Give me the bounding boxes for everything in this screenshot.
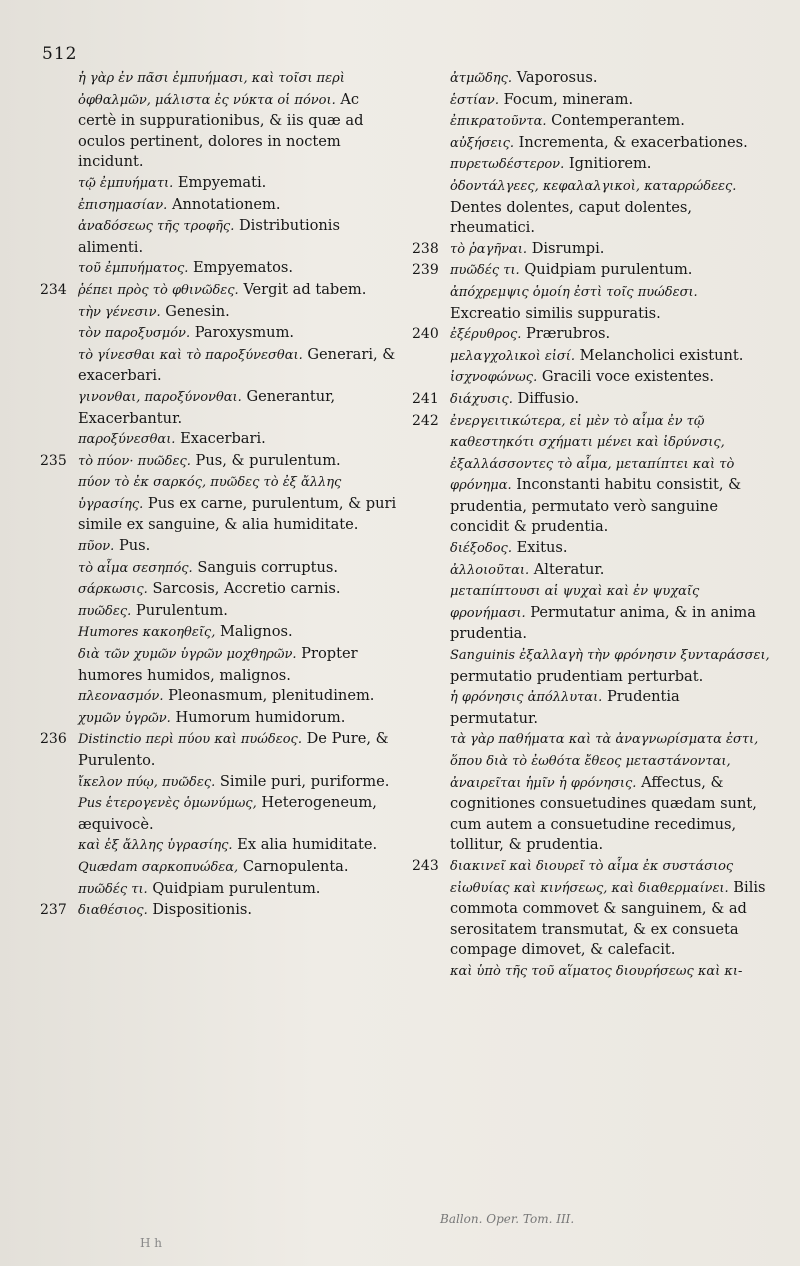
latin-translation: Focum, mineram. bbox=[503, 90, 634, 108]
latin-translation: Diffusio. bbox=[517, 389, 579, 407]
latin-translation: Disrumpi. bbox=[531, 239, 605, 257]
greek-lemma: γινονθαι, παροξύνονθαι. bbox=[78, 389, 242, 405]
commentary-entry bbox=[40, 879, 400, 901]
commentary-entry bbox=[412, 645, 772, 687]
greek-lemma: ἀναδόσεως τῆς τροφῆς. bbox=[78, 219, 235, 235]
latin-translation: Propter humores humidos, malignos. bbox=[78, 645, 358, 684]
greek-lemma: διακινεῖ καὶ διουρεῖ τὸ αἷμα ἐκ συστάσιος εἰωθυίας καὶ κινήσεως, καὶ διαθερμαίνει. bbox=[450, 858, 734, 896]
commentary-entry bbox=[40, 729, 400, 771]
latin-translation: Distributionis alimenti. bbox=[78, 217, 340, 256]
latin-translation: Pus, & purulentum. bbox=[195, 451, 341, 469]
commentary-entry bbox=[40, 686, 400, 708]
greek-lemma: ἑστίαν. bbox=[450, 92, 499, 108]
commentary-entry bbox=[40, 644, 400, 686]
entry-number: 241 bbox=[412, 390, 439, 407]
latin-translation: Sarcosis, Accretio carnis. bbox=[152, 580, 341, 598]
latin-translation: Dentes dolentes, caput dolentes, rheumatici. bbox=[450, 198, 693, 237]
commentary-entry bbox=[40, 536, 400, 558]
latin-translation: Bilis commota commovet & sanguinem, & ad serositatem transmutat, & ex consueta compage dimovet, & calefacit. bbox=[450, 878, 766, 959]
latin-translation: Pleonasmum, plenitudinem. bbox=[168, 687, 375, 705]
greek-lemma: παροξύνεσθαι. bbox=[78, 432, 176, 448]
latin-translation: Paroxysmum. bbox=[194, 324, 295, 342]
commentary-entry bbox=[40, 323, 400, 345]
greek-lemma: χυμῶν ὑγρῶν. bbox=[78, 710, 171, 726]
latin-translation: Empyemati. bbox=[177, 173, 267, 191]
commentary-entry bbox=[40, 387, 400, 429]
latin-translation: Excreatio similis suppuratis. bbox=[450, 304, 661, 322]
latin-translation: Vaporosus. bbox=[516, 69, 598, 86]
commentary-entry bbox=[40, 451, 400, 473]
commentary-entry bbox=[40, 258, 400, 280]
latin-translation: Incrementa, & exacerbationes. bbox=[518, 133, 748, 151]
commentary-entry bbox=[412, 346, 772, 368]
latin-translation: Empyematos. bbox=[193, 259, 294, 277]
commentary-entry bbox=[412, 282, 772, 324]
commentary-entry bbox=[412, 729, 772, 856]
entry-number: 234 bbox=[40, 281, 67, 298]
greek-lemma: καὶ ἐξ ἄλλης ὑγρασίης. bbox=[78, 838, 233, 854]
greek-lemma: τὸ γίνεσθαι καὶ τὸ παροξύνεσθαι. bbox=[78, 347, 303, 363]
commentary-entry bbox=[40, 579, 400, 601]
latin-translation: Humorum humidorum. bbox=[175, 708, 346, 726]
latin-translation: Prærubros. bbox=[526, 325, 611, 343]
latin-translation: Alteratur. bbox=[533, 560, 605, 578]
footer-signature: Ballon. Oper. Tom. III. bbox=[440, 1212, 575, 1226]
latin-translation: Permutatur anima, & in anima prudentia. bbox=[450, 603, 756, 643]
greek-lemma: Pus ἑτερογενὲς ὁμωνύμως, bbox=[78, 796, 257, 812]
page-number: 512 bbox=[42, 44, 78, 64]
right-column bbox=[412, 68, 772, 983]
greek-lemma: πυρετωδέστερον. bbox=[450, 157, 565, 173]
latin-translation: Heterogeneum, æquivocè. bbox=[78, 794, 377, 833]
latin-translation: Generari, & exacerbari. bbox=[78, 345, 396, 385]
greek-lemma: τὸν παροξυσμόν. bbox=[78, 326, 191, 342]
greek-lemma: ἴκελον πύῳ, πυῶδες. bbox=[78, 774, 216, 790]
greek-lemma: τὰ γὰρ παθήματα καὶ τὰ ἀναγνωρίσματα ἐστι, ὅπου διὰ τὸ ἐωθότα ἔθεος μεταστάνονται, ἀναιρεῖται ἡμῖν ἡ φρόνησις. bbox=[450, 732, 759, 791]
commentary-entry bbox=[40, 558, 400, 580]
latin-translation: De Pure, & Purulento. bbox=[78, 730, 389, 769]
latin-translation: Malignos. bbox=[219, 623, 293, 641]
greek-lemma: ὀδοντάλγεες, κεφαλαλγικοὶ, καταρρώδεες. bbox=[450, 178, 737, 194]
greek-lemma: ἡ φρόνησις ἀπόλλυται. bbox=[450, 690, 603, 706]
greek-lemma: ἀλλοιοῦται. bbox=[450, 562, 530, 578]
greek-lemma: αὐξήσεις. bbox=[450, 135, 514, 151]
latin-translation: Affectus, & cognitiones consuetudines quædam sunt, cum autem a consuetudine recedimus, tollitur, & prudentia. bbox=[450, 773, 757, 854]
commentary-entry bbox=[412, 411, 772, 539]
greek-lemma: πῦον. bbox=[78, 539, 115, 555]
latin-translation: Prudentia permutatur. bbox=[450, 688, 680, 727]
greek-lemma: τὴν γένεσιν. bbox=[78, 304, 161, 320]
commentary-entry bbox=[412, 90, 772, 112]
commentary-entry bbox=[40, 472, 400, 536]
commentary-entry bbox=[412, 560, 772, 582]
latin-translation: Contemperantem. bbox=[551, 112, 685, 130]
greek-lemma: ἐπικρατοῦντα. bbox=[450, 114, 547, 130]
commentary-entry bbox=[412, 687, 772, 729]
commentary-entry bbox=[40, 345, 400, 387]
commentary-entry bbox=[412, 239, 772, 261]
greek-lemma: μελαγχολικοὶ εἰσί. bbox=[450, 348, 576, 364]
entry-number: 235 bbox=[40, 452, 67, 469]
commentary-entry bbox=[412, 367, 772, 389]
entry-number: 237 bbox=[40, 902, 67, 919]
entry-number: 238 bbox=[412, 240, 439, 257]
commentary-entry bbox=[40, 68, 400, 173]
commentary-entry bbox=[40, 793, 400, 835]
latin-translation: Pus ex carne, purulentum, & puri simile ex sanguine, & alia humiditate. bbox=[78, 494, 397, 534]
latin-translation: Melancholici existunt. bbox=[579, 346, 744, 364]
commentary-entry bbox=[412, 961, 772, 983]
greek-lemma: τὸ αἷμα σεσηπός. bbox=[78, 560, 193, 576]
latin-translation: Exitus. bbox=[516, 539, 568, 557]
commentary-entry bbox=[40, 708, 400, 730]
greek-lemma: Humores κακοηθεῖς, bbox=[78, 625, 216, 641]
latin-translation: Purulentum. bbox=[135, 601, 228, 619]
latin-translation: Inconstanti habitu consistit, & prudentia, permutato verò sanguine concidit & prudentia. bbox=[450, 476, 742, 536]
latin-translation: Carnopulenta. bbox=[242, 857, 349, 875]
commentary-entry bbox=[40, 622, 400, 644]
commentary-entry bbox=[412, 856, 772, 961]
greek-lemma: πύον τὸ ἐκ σαρκός, πυῶδες τὸ ἐξ ἄλλης ὑγρασίης. bbox=[78, 475, 342, 512]
commentary-entry bbox=[40, 195, 400, 217]
greek-lemma: ἀτμῶδης. bbox=[450, 71, 513, 86]
commentary-entry bbox=[40, 173, 400, 195]
commentary-entry bbox=[412, 133, 772, 155]
latin-translation: Quidpiam purulentum. bbox=[524, 261, 693, 279]
commentary-entry bbox=[40, 835, 400, 857]
commentary-entry bbox=[412, 260, 772, 282]
greek-lemma: Distinctio περὶ πύου καὶ πυώδεος. bbox=[78, 732, 302, 748]
latin-translation: Ignitiorem. bbox=[568, 155, 652, 173]
greek-lemma: πυῶδές τι. bbox=[450, 263, 520, 279]
greek-lemma: διὰ τῶν χυμῶν ὑγρῶν μοχθηρῶν. bbox=[78, 647, 297, 663]
greek-lemma: πυῶδές τι. bbox=[78, 881, 148, 897]
latin-translation: permutatio prudentiam perturbat. bbox=[450, 667, 704, 685]
latin-translation: Annotationem. bbox=[171, 195, 281, 213]
greek-lemma: διέξοδος. bbox=[450, 541, 512, 557]
latin-translation: Ex alia humiditate. bbox=[237, 836, 378, 854]
latin-translation: Dispositionis. bbox=[152, 901, 253, 919]
commentary-entry bbox=[412, 176, 772, 239]
latin-translation: Genesin. bbox=[165, 302, 230, 320]
left-column bbox=[40, 68, 400, 922]
latin-translation: Generantur, Exacerbantur. bbox=[78, 387, 336, 427]
greek-lemma: τὸ πύον· πυῶδες. bbox=[78, 453, 191, 469]
greek-lemma: ἐνεργειτικώτερα, εἰ μὲν τὸ αἷμα ἐν τῷ καθεστηκότι σχήματι μένει καὶ ἰδρύνσις, ἐξαλλάσσοντες τὸ αἷμα, μεταπίπτει καὶ τὸ φρόνημα. bbox=[450, 413, 735, 494]
commentary-entry bbox=[412, 581, 772, 645]
greek-lemma: πλεονασμόν. bbox=[78, 689, 164, 705]
latin-translation: Quidpiam purulentum. bbox=[152, 879, 321, 897]
entry-number: 243 bbox=[412, 857, 439, 874]
latin-translation: Pus. bbox=[118, 537, 151, 555]
greek-lemma: πυῶδες. bbox=[78, 603, 132, 619]
commentary-entry bbox=[412, 154, 772, 176]
greek-lemma: τὸ ῥαγῆναι. bbox=[450, 241, 528, 257]
greek-lemma: ἰσχνοφώνως. bbox=[450, 370, 538, 386]
latin-translation: Exacerbari. bbox=[180, 430, 266, 448]
greek-lemma: διαθέσιος. bbox=[78, 903, 148, 919]
commentary-entry bbox=[412, 68, 772, 90]
latin-translation: Sanguis corruptus. bbox=[197, 558, 339, 576]
commentary-entry bbox=[412, 111, 772, 133]
commentary-entry bbox=[40, 302, 400, 324]
entry-number: 242 bbox=[412, 412, 439, 429]
entry-number: 239 bbox=[412, 262, 439, 279]
commentary-entry bbox=[40, 601, 400, 623]
greek-lemma: σάρκωσις. bbox=[78, 582, 148, 598]
greek-lemma: μεταπίπτουσι αἱ ψυχαὶ καὶ ἐν ψυχαῖς φρονήμασι. bbox=[450, 584, 700, 621]
greek-lemma: Quædam σαρκοπυώδεα, bbox=[78, 859, 239, 875]
commentary-entry bbox=[40, 857, 400, 879]
latin-translation: Ac certè in suppurationibus, & iis quæ ad oculos pertinent, dolores in noctem incidunt. bbox=[78, 90, 364, 171]
commentary-entry bbox=[40, 900, 400, 922]
greek-lemma: ἐπισημασίαν. bbox=[78, 197, 168, 213]
greek-lemma: τῷ ἐμπυήματι. bbox=[78, 175, 174, 191]
greek-lemma: ἐξέρυθρος. bbox=[450, 327, 522, 343]
latin-translation: Gracili voce existentes. bbox=[541, 368, 715, 386]
commentary-entry bbox=[412, 538, 772, 560]
greek-lemma: καὶ ὑπὸ τῆς τοῦ αἵματος διουρήσεως καὶ κι- bbox=[450, 963, 743, 979]
commentary-entry bbox=[40, 772, 400, 794]
greek-lemma: διάχυσις. bbox=[450, 391, 513, 407]
entry-number: 240 bbox=[412, 326, 439, 343]
commentary-entry bbox=[40, 280, 400, 302]
commentary-entry bbox=[40, 429, 400, 451]
greek-lemma: τοῦ ἐμπυήματος. bbox=[78, 261, 189, 277]
entry-number: 236 bbox=[40, 731, 67, 748]
commentary-entry bbox=[412, 324, 772, 346]
commentary-entry bbox=[412, 389, 772, 411]
greek-lemma: ῥέπει πρὸς τὸ φθινῶδες. bbox=[78, 282, 239, 298]
footer-mark: H h bbox=[140, 1236, 163, 1250]
greek-lemma: ἡ γὰρ ἐν πᾶσι ἐμπυήμασι, καὶ τοῖσι περὶ ὀφθαλμῶν, μάλιστα ἐς νύκτα οἱ πόνοι. bbox=[78, 71, 345, 108]
greek-lemma: ἀπόχρεμψις ὁμοίη ἐστὶ τοῖς πυώδεσι. bbox=[450, 284, 698, 300]
latin-translation: Simile puri, puriforme. bbox=[219, 772, 390, 790]
latin-translation: Vergit ad tabem. bbox=[243, 280, 367, 298]
commentary-entry bbox=[40, 216, 400, 258]
greek-lemma: Sanguinis ἐξαλλαγὴ τὴν φρόνησιν ξυνταράσσει, bbox=[450, 648, 770, 664]
